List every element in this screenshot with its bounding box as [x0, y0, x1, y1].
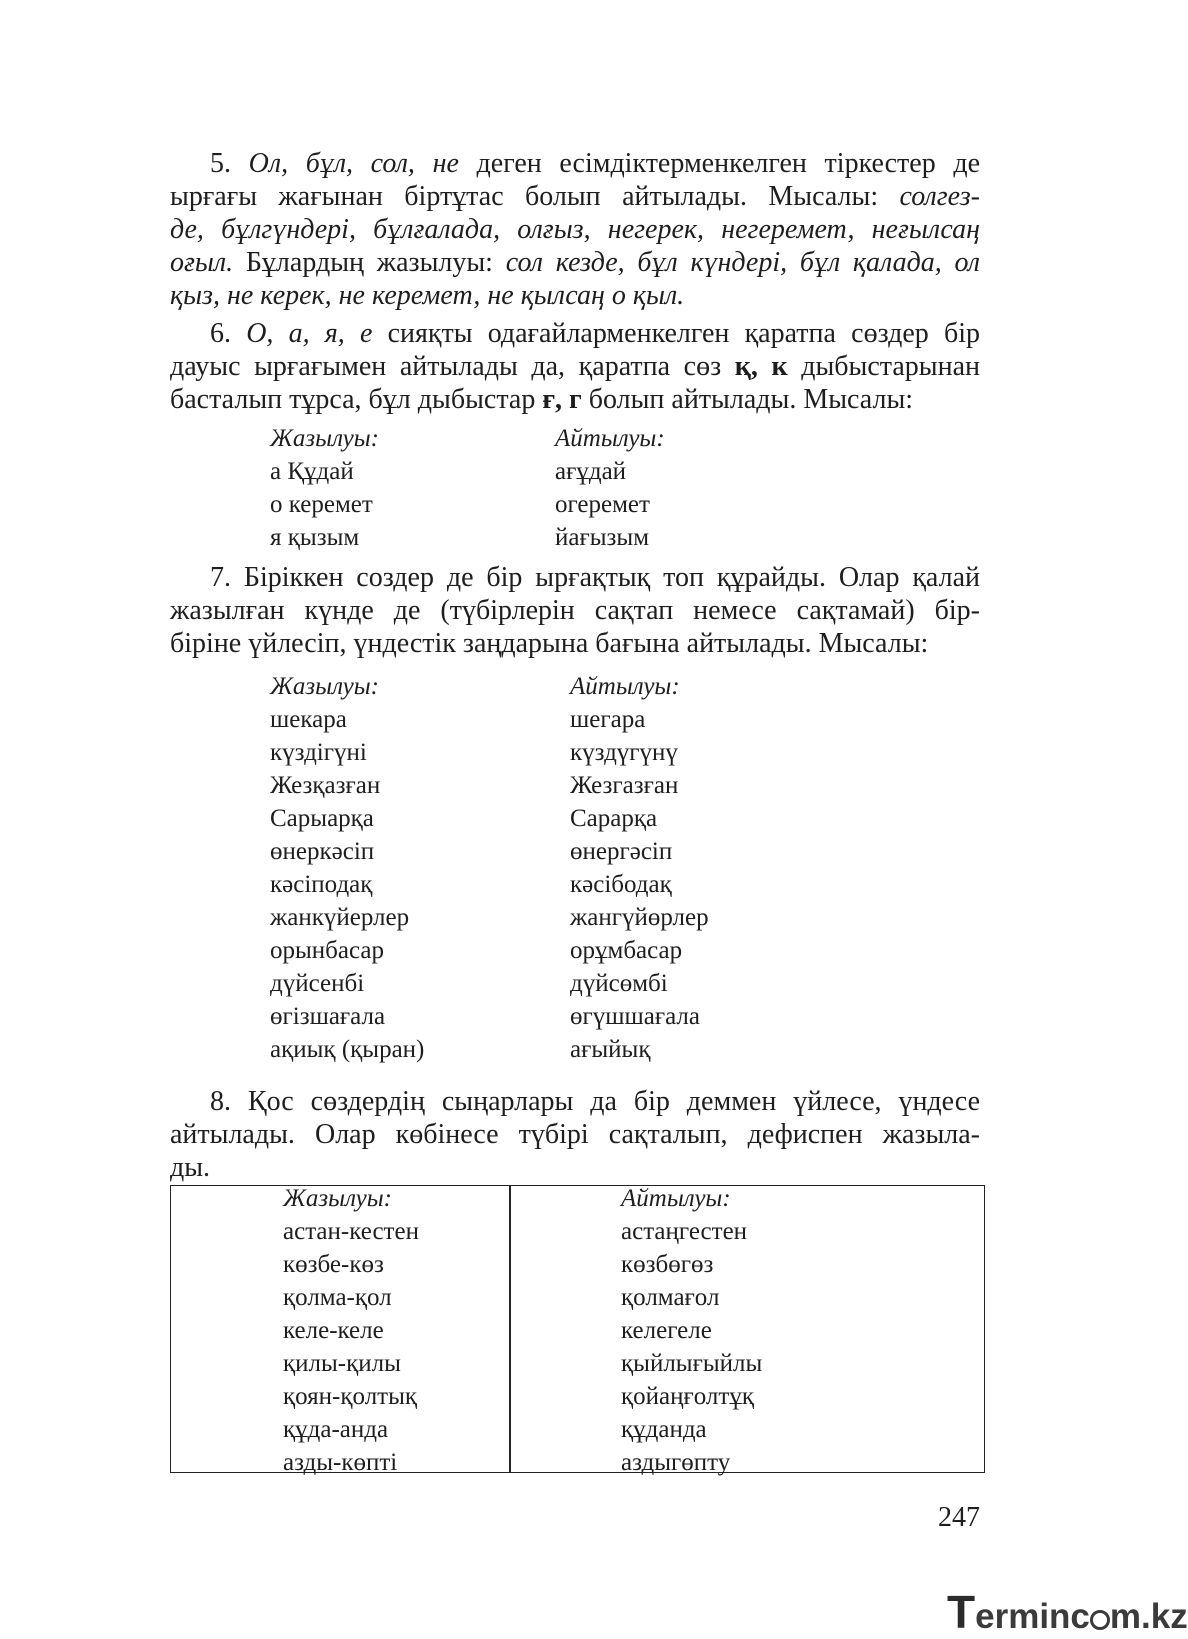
table-row	[270, 901, 770, 934]
table-row	[270, 703, 770, 736]
spoken-form: қыйлығыйлы	[621, 1350, 763, 1377]
table-row	[270, 967, 770, 1000]
example-table-6	[270, 422, 770, 554]
written-form: кәсіподақ	[270, 871, 373, 898]
table-header: Жазылуы: Айтылуы:	[270, 425, 665, 452]
spoken-form: қолмағол	[621, 1284, 720, 1311]
spoken-form: өгүшшағала	[570, 1003, 700, 1030]
spoken-form: кәсібодақ	[570, 871, 672, 898]
written-form: Сарыарқа	[270, 805, 374, 832]
table-row	[171, 1380, 984, 1413]
spoken-form: келегеле	[621, 1317, 712, 1344]
paragraph-8: 8. Қос сөздердің сыңарлары да бір деммен үйлесе, үндесе айтылады. Олар көбінесе түбірі сақталып, дефиспен жазыла- ды.	[170, 1086, 980, 1183]
table-row	[171, 1347, 984, 1380]
page-number: 247	[938, 1502, 980, 1533]
paragraph-6: 6. О, а, я, е сияқты одағайларменкелген қаратпа сөздер бір дауыс ырғағымен айтылады да, қаратпа сөз қ, к дыбыстарынан басталып тұрса, бұл дыбыстар ғ, г болып айтылады. Мысалы:	[170, 318, 981, 415]
written-form: қолма-қол	[283, 1284, 392, 1311]
written-form: орынбасар	[270, 937, 384, 964]
table-row	[270, 934, 770, 967]
table-row	[171, 1314, 984, 1347]
spoken-form: құданда	[621, 1416, 707, 1443]
written-form: өнеркәсіп	[270, 838, 375, 865]
written-form: астан-кестен	[283, 1218, 419, 1245]
table-row	[270, 455, 770, 488]
spoken-form: күздүгүнү	[570, 739, 678, 766]
table-row	[270, 868, 770, 901]
written-form: о керемет	[270, 491, 373, 518]
table-row	[270, 521, 770, 554]
written-form: азды-көпті	[283, 1449, 398, 1476]
table-header: Жазылуы: Айтылуы:	[270, 673, 680, 700]
example-table-7	[270, 670, 770, 1066]
spoken-form: Сарарқа	[570, 805, 658, 832]
table-row	[270, 802, 770, 835]
paragraph-5: 5. Ол, бұл, сол, не деген есімдіктерменкелген тіркестер де ырғағы жағынан біртұтас болып айтылады. Мысалы: солгез- де, бұлгүндері, бұлғалада, олғыз, негерек, негеремет, неғылсаң оғыл. Бұлардың жазылуы: сол кезде, бұл күндері, бұл қалада, ол қыз, не керек, не керемет, не қылсаң о қыл.	[170, 148, 981, 311]
written-form: қоян-қолтық	[283, 1383, 418, 1410]
table-row	[270, 736, 770, 769]
spoken-form: өнергәсіп	[570, 838, 673, 865]
spoken-form: қойаңғолтұқ	[621, 1383, 754, 1410]
written-form: я қызым	[270, 524, 360, 551]
table-row	[270, 1000, 770, 1033]
table-row	[270, 835, 770, 868]
example-table-8	[170, 1185, 985, 1476]
table-row	[171, 1413, 984, 1446]
table-row	[171, 1281, 984, 1314]
table-row	[171, 1215, 984, 1248]
table-row	[171, 1446, 984, 1479]
written-form: күздігүні	[270, 739, 367, 766]
italic-words: Ол, бұл, сол, не	[248, 148, 459, 179]
watermark-logo: Terminc m.kz	[947, 1586, 1188, 1638]
spoken-form: астаңгестен	[621, 1218, 748, 1245]
table-row	[270, 1033, 770, 1066]
written-form: құда-анда	[283, 1416, 389, 1443]
spoken-form: көзбөгөз	[621, 1251, 714, 1278]
spoken-form: огеремет	[555, 491, 650, 518]
written-form: ақиық (қыран)	[270, 1036, 425, 1063]
spoken-form: ағыйық	[570, 1036, 651, 1063]
spoken-form: аздыгөпту	[621, 1449, 731, 1476]
spoken-form: орұмбасар	[570, 937, 683, 964]
written-form: шекара	[270, 706, 347, 733]
spoken-form: жангүйөрлер	[570, 904, 709, 931]
magnifier-icon	[1090, 1610, 1110, 1630]
written-form: Жезқазған	[270, 772, 381, 799]
table-row	[270, 488, 770, 521]
spoken-form: ағұдай	[555, 458, 627, 485]
paragraph-7: 7. Біріккен создер де бір ырғақтық топ құрайды. Олар қалай жазылған күнде де (түбірлерін сақтап немесе сақтамай) бір- біріне үйлесіп, үндестік заңдарына бағына айтылады. Мысалы:	[170, 562, 980, 659]
spoken-form: йағызым	[555, 524, 650, 551]
written-form: көзбе-көз	[283, 1251, 384, 1278]
spoken-form: Жезгазған	[570, 772, 679, 799]
written-form: жанкүйерлер	[270, 904, 410, 931]
table-header: Жазылуы: Айтылуы:	[283, 1185, 731, 1212]
item-number: 5.	[210, 148, 231, 179]
table-row	[171, 1248, 984, 1281]
written-form: келе-келе	[283, 1317, 384, 1344]
table-row	[270, 769, 770, 802]
spoken-form: дүйсөмбі	[570, 970, 668, 997]
written-form: өгізшағала	[270, 1003, 386, 1030]
written-form: а Құдай	[270, 458, 354, 485]
item-number: 6.	[210, 318, 231, 349]
spoken-form: шегара	[570, 706, 646, 733]
written-form: қилы-қилы	[283, 1350, 401, 1377]
written-form: дүйсенбі	[270, 970, 365, 997]
